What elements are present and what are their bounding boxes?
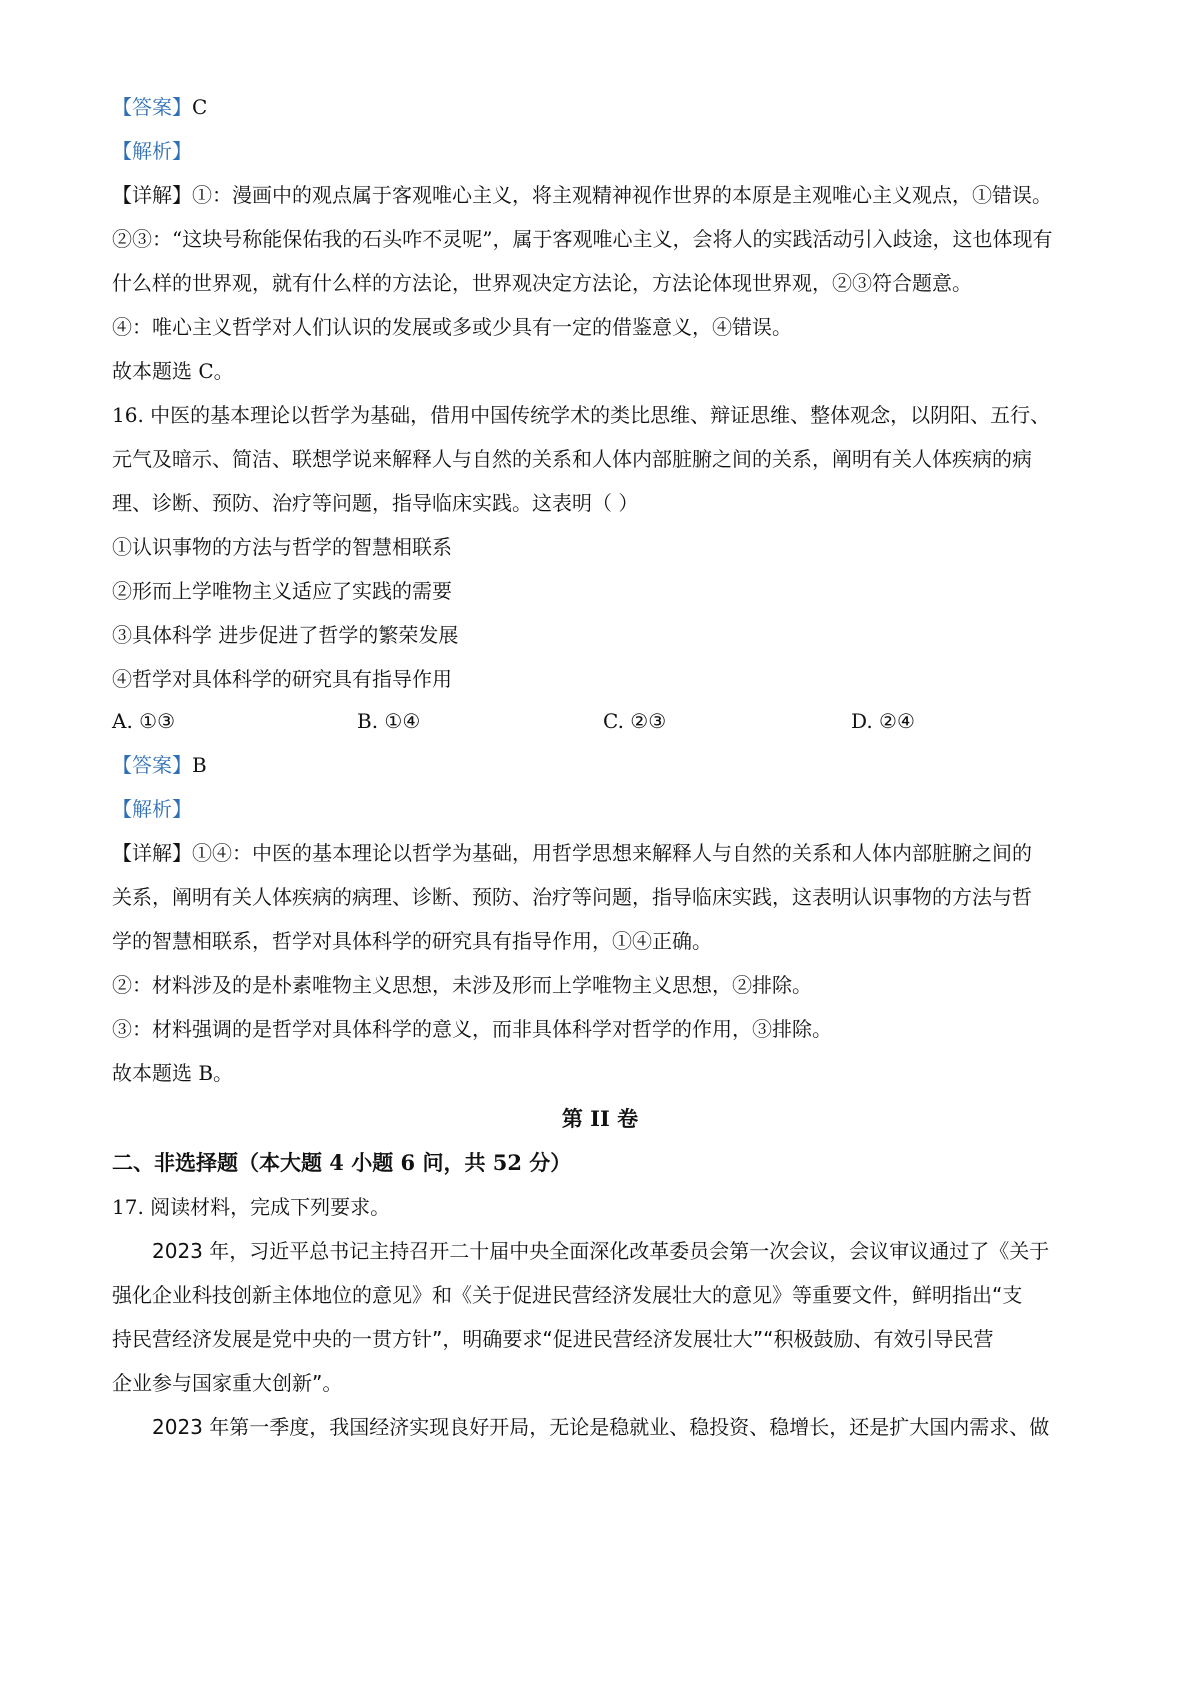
q15-analysis-tag: 【解析】: [112, 139, 192, 163]
detail-tag: 【详解】: [112, 841, 192, 865]
q16-detail-line-1: [112, 838, 1102, 868]
q15-detail-line-4: ④：唯心主义哲学对人们认识的发展或多或少具有一定的借鉴意义，④错误。: [112, 315, 792, 339]
part-2-title: 第 II 卷: [561, 1106, 639, 1131]
section-2-heading: 二、非选择题（本大题 4 小题 6 问，共 52 分）: [112, 1150, 572, 1175]
q17-stem: 17. 阅读材料，完成下列要求。: [112, 1195, 391, 1219]
q17-material-line-3: 持民营经济发展是党中央的一贯方针”，明确要求“促进民营经济发展壮大”“积极鼓励、有效引导民营: [112, 1327, 994, 1351]
q16-detail-line-5: ③：材料强调的是哲学对具体科学的意义，而非具体科学对哲学的作用，③排除。: [112, 1017, 832, 1041]
answer-tag: 【答案】: [112, 95, 192, 119]
q16-option-c: C. ②③: [603, 709, 667, 733]
q16-option-a: A. ①③: [112, 709, 176, 733]
q15-detail-line-2: ②③：“这块号称能保佑我的石头咋不灵呢”，属于客观唯心主义，会将人的实践活动引入歧途，这也体现有: [112, 227, 1053, 251]
q16-stem-line-3: 理、诊断、预防、治疗等问题，指导临床实践。这表明（ ）: [112, 491, 639, 515]
q16-answer: [112, 750, 1102, 780]
q16-option-d: D. ②④: [851, 709, 915, 733]
q16-option-b: B. ①④: [357, 709, 421, 733]
detail-tag: 【详解】: [112, 183, 192, 207]
q16-stem-line-1: 16. 中医的基本理论以哲学为基础，借用中国传统学术的类比思维、辩证思维、整体观念，以阴阳、五行、: [112, 403, 1051, 427]
q16-detail-line-4: ②：材料涉及的是朴素唯物主义思想，未涉及形而上学唯物主义思想，②排除。: [112, 973, 812, 997]
q16-stem-line-2: 元气及暗示、简洁、联想学说来解释人与自然的关系和人体内部脏腑之间的关系，阐明有关人体疾病的病: [112, 447, 1032, 471]
q15-detail-line-3: 什么样的世界观，就有什么样的方法论，世界观决定方法论，方法论体现世界观，②③符合题意。: [112, 271, 972, 295]
q16-statement-2: ②形而上学唯物主义适应了实践的需要: [112, 579, 452, 603]
q15-detail-line-1: [112, 180, 1102, 210]
q16-statement-1: ①认识事物的方法与哲学的智慧相联系: [112, 535, 452, 559]
q16-detail-line-3: 学的智慧相联系，哲学对具体科学的研究具有指导作用，①④正确。: [112, 929, 712, 953]
q17-material-line-1: 2023 年，习近平总书记主持召开二十届中央全面深化改革委员会第一次会议，会议审议通过了《关于: [152, 1239, 1050, 1263]
q16-analysis-tag: 【解析】: [112, 797, 192, 821]
q16-conclusion: 故本题选 B。: [112, 1061, 234, 1085]
q15-answer: [112, 92, 1102, 122]
detail-text: ①④：中医的基本理论以哲学为基础，用哲学思想来解释人与自然的关系和人体内部脏腑之间的: [192, 841, 1032, 865]
q17-material-line-4: 企业参与国家重大创新”。: [112, 1371, 343, 1395]
q17-material-line-2: 强化企业科技创新主体地位的意见》和《关于促进民营经济发展壮大的意见》等重要文件，鲜明指出“支: [112, 1283, 1023, 1307]
q16-statement-4: ④哲学对具体科学的研究具有指导作用: [112, 667, 452, 691]
answer-tag: 【答案】: [112, 753, 192, 777]
q16-statement-3: ③具体科学 进步促进了哲学的繁荣发展: [112, 623, 459, 647]
answer-value: B: [192, 753, 207, 777]
answer-value: C: [192, 95, 208, 119]
q17-material-line-5: 2023 年第一季度，我国经济实现良好开局，无论是稳就业、稳投资、稳增长，还是扩大国内需求、做: [152, 1415, 1050, 1439]
detail-text: ①：漫画中的观点属于客观唯心主义，将主观精神视作世界的本原是主观唯心主义观点，①错误。: [192, 183, 1052, 207]
q16-detail-line-2: 关系，阐明有关人体疾病的病理、诊断、预防、治疗等问题，指导临床实践，这表明认识事物的方法与哲: [112, 885, 1032, 909]
q15-conclusion: 故本题选 C。: [112, 359, 234, 383]
